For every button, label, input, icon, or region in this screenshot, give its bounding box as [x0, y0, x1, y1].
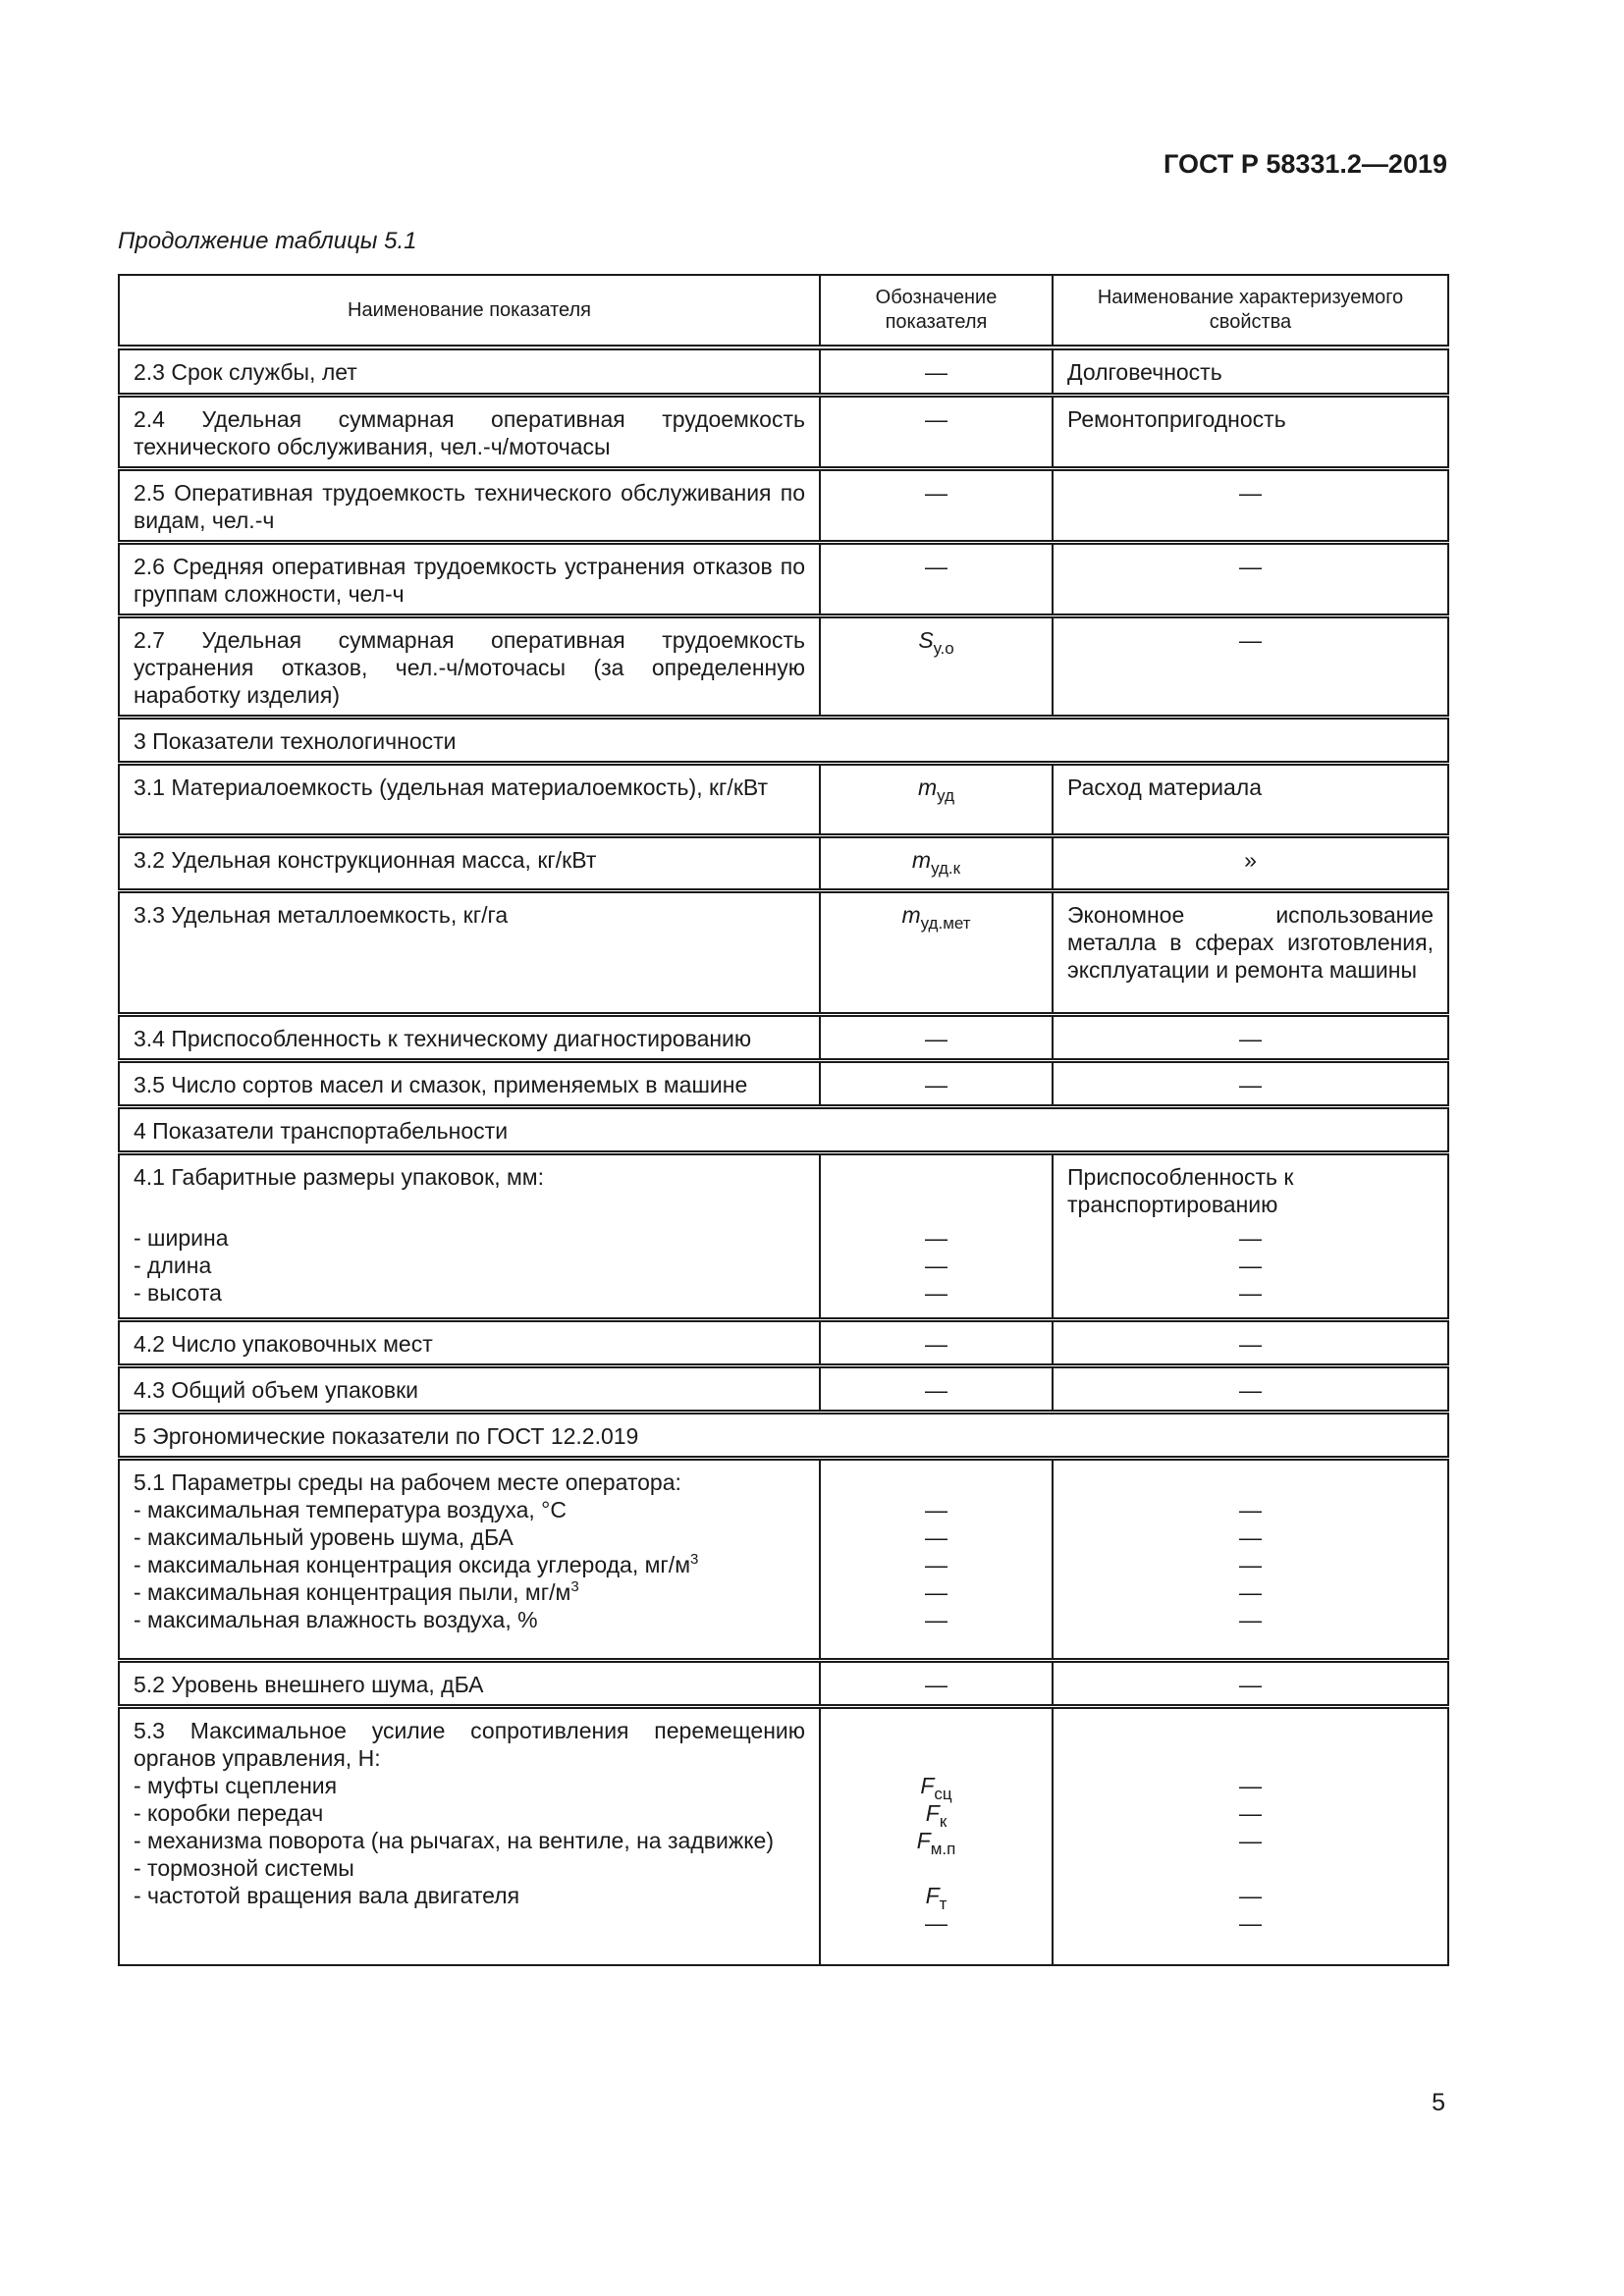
indicator-symbol: [911, 846, 961, 878]
table-row: [119, 1365, 1448, 1412]
symbol-letter: S: [918, 626, 934, 653]
table-row: [119, 542, 1448, 615]
column-header-property: Наименование характеризуемого свойства: [1053, 275, 1448, 347]
list-item-label: - максимальная влажность воздуха, %: [134, 1606, 538, 1632]
property-cell: [1053, 763, 1448, 835]
indicator-name-cell: [119, 763, 820, 835]
symbol-dash: —: [925, 1376, 947, 1403]
table-row: [119, 763, 1448, 835]
indicator-symbol-cell: [820, 1660, 1053, 1706]
indicator-name-cell: [119, 468, 820, 542]
property-text: »: [1244, 846, 1257, 873]
list-item: [134, 1799, 805, 1827]
symbol-dash: —: [925, 359, 947, 385]
list-item: [134, 1606, 805, 1633]
list-item: [134, 1279, 805, 1307]
symbol-dash: —: [925, 1252, 947, 1278]
superscript: 3: [570, 1577, 579, 1595]
indicator-name: 3.4 Приспособленность к техническому диагностированию: [134, 1025, 752, 1051]
indicator-name-cell: [119, 890, 820, 1014]
symbol-subscript: к: [939, 1811, 947, 1831]
property-cell: [1053, 1660, 1448, 1706]
property-dash: —: [1239, 1523, 1262, 1550]
property-cell: [1053, 1152, 1448, 1319]
symbol-letter: m: [917, 774, 938, 800]
list-item-label: - тормозной системы: [134, 1854, 354, 1881]
section-title: 5 Эргономические показатели по ГОСТ 12.2.019: [119, 1412, 1448, 1458]
property-dash: —: [1239, 1772, 1262, 1798]
indicator-symbol: [925, 1799, 947, 1831]
symbol-subscript: уд.к: [931, 858, 961, 878]
list-item-label: - максимальная концентрация пыли, мг/м: [134, 1578, 571, 1605]
indicator-name-cell: [119, 1014, 820, 1060]
list-item: [134, 1551, 805, 1578]
table-caption: Продолжение таблицы 5.1: [118, 228, 417, 254]
property-text: Экономное использование металла в сферах изготовления, эксплуатации и ремонта машины: [1067, 901, 1434, 983]
indicator-name: 3.5 Число сортов масел и смазок, применяемых в машине: [134, 1071, 748, 1097]
indicator-name: 5.1 Параметры среды на рабочем месте оператора:: [134, 1468, 681, 1495]
indicator-name: 4.1 Габаритные размеры упаковок, мм:: [134, 1163, 544, 1190]
indicator-name-cell: [119, 1706, 820, 1965]
property-dash: —: [1239, 1252, 1262, 1278]
indicator-symbol-cell: [820, 542, 1053, 615]
indicator-symbol-cell: [820, 1458, 1053, 1660]
property-text: —: [1239, 626, 1262, 653]
indicator-symbol-cell: [820, 615, 1053, 717]
list-item-label: - частотой вращения вала двигателя: [134, 1882, 520, 1908]
list-item-label: - длина: [134, 1252, 212, 1278]
property-text: —: [1239, 1330, 1262, 1357]
property-text: —: [1239, 1025, 1262, 1051]
table-row: [119, 890, 1448, 1014]
indicator-name: 5.3 Максимальное усилие сопротивления перемещению органов управления, Н:: [134, 1717, 805, 1771]
symbol-subscript: уд: [937, 785, 955, 805]
list-item-label: - коробки передач: [134, 1799, 324, 1826]
section-title: 3 Показатели технологичности: [119, 717, 1448, 763]
property-dash: —: [1239, 1799, 1262, 1826]
symbol-dash: —: [925, 1671, 947, 1697]
symbol-dash: —: [925, 405, 947, 432]
indicators-table: [118, 274, 1449, 1966]
indicator-name-cell: [119, 395, 820, 468]
property-cell: [1053, 1319, 1448, 1365]
table-row: [119, 1458, 1448, 1660]
indicator-symbol-cell: [820, 835, 1053, 890]
indicator-name-cell: [119, 542, 820, 615]
indicator-name-cell: [119, 615, 820, 717]
indicator-symbol-cell: [820, 347, 1053, 395]
indicator-symbol-cell: [820, 1365, 1053, 1412]
property-dash: —: [1239, 1578, 1262, 1605]
table-section-row: [119, 1106, 1448, 1152]
indicator-name: 3.2 Удельная конструкционная масса, кг/кВт: [134, 846, 597, 873]
column-header-name: Наименование показателя: [119, 275, 820, 347]
table-row: [119, 1014, 1448, 1060]
property-text: —: [1239, 553, 1262, 579]
superscript: 3: [690, 1550, 699, 1568]
property-dash: —: [1239, 1606, 1262, 1632]
list-item-label: - высота: [134, 1279, 222, 1306]
table-row: [119, 615, 1448, 717]
list-item: [134, 1578, 805, 1606]
property-text: —: [1239, 479, 1262, 506]
property-cell: [1053, 1706, 1448, 1965]
indicator-symbol-cell: [820, 890, 1053, 1014]
document-code: ГОСТ Р 58331.2—2019: [1164, 149, 1447, 179]
symbol-dash: —: [925, 1025, 947, 1051]
indicator-name: 3.3 Удельная металлоемкость, кг/га: [134, 901, 509, 928]
table-body: [119, 347, 1448, 1965]
table-row: [119, 1660, 1448, 1706]
property-text: Приспособленность к транспортированию: [1067, 1163, 1294, 1217]
indicator-name: 2.7 Удельная суммарная оперативная трудоемкость устранения отказов, чел.-ч/моточасы (за определенную наработку изделия): [134, 626, 805, 708]
indicator-name-cell: [119, 1458, 820, 1660]
indicator-symbol-cell: [820, 468, 1053, 542]
indicator-name-cell: [119, 1660, 820, 1706]
indicator-name-cell: [119, 1319, 820, 1365]
symbol-subscript: т: [939, 1894, 947, 1913]
table-row: [119, 1152, 1448, 1319]
property-dash: —: [1239, 1909, 1262, 1936]
property-cell: [1053, 468, 1448, 542]
property-cell: [1053, 890, 1448, 1014]
list-item: [134, 1772, 805, 1799]
property-cell: [1053, 1365, 1448, 1412]
symbol-dash: —: [925, 1330, 947, 1357]
indicator-name: 2.6 Средняя оперативная трудоемкость устранения отказов по группам сложности, чел-ч: [134, 553, 805, 607]
indicator-name-cell: [119, 347, 820, 395]
property-text: Долговечность: [1067, 359, 1222, 385]
property-cell: [1053, 835, 1448, 890]
list-item-label: - максимальная концентрация оксида углерода, мг/м: [134, 1551, 691, 1577]
symbol-letter: F: [925, 1799, 940, 1826]
table-row: [119, 1319, 1448, 1365]
symbol-subscript: сц: [934, 1784, 952, 1803]
list-item-label: - ширина: [134, 1224, 229, 1251]
symbol-dash: —: [925, 1606, 947, 1632]
property-text: —: [1239, 1071, 1262, 1097]
indicator-name: 2.5 Оперативная трудоемкость технического обслуживания по видам, чел.-ч: [134, 479, 805, 533]
table-row: [119, 395, 1448, 468]
symbol-subscript: уд.мет: [920, 913, 971, 933]
property-text: Расход материала: [1067, 774, 1263, 800]
indicator-name-cell: [119, 1060, 820, 1106]
list-item: [134, 1854, 805, 1882]
indicator-symbol-cell: [820, 1706, 1053, 1965]
page-number: 5: [1432, 2089, 1445, 2116]
symbol-letter: m: [911, 846, 932, 873]
symbol-dash: —: [925, 553, 947, 579]
symbol-letter: F: [920, 1772, 935, 1798]
symbol-dash: —: [925, 1551, 947, 1577]
property-cell: [1053, 1458, 1448, 1660]
table-row: [119, 835, 1448, 890]
indicator-symbol-cell: [820, 763, 1053, 835]
indicator-name: 4.2 Число упаковочных мест: [134, 1330, 433, 1357]
symbol-letter: F: [916, 1827, 931, 1853]
indicator-symbol: [901, 901, 971, 933]
symbol-dash: —: [925, 1071, 947, 1097]
indicator-symbol-cell: [820, 1014, 1053, 1060]
list-item: [134, 1496, 805, 1523]
property-cell: [1053, 395, 1448, 468]
property-dash: —: [1239, 1551, 1262, 1577]
indicator-symbol: [925, 1882, 947, 1913]
indicator-name: 4.3 Общий объем упаковки: [134, 1376, 418, 1403]
indicator-symbol-cell: [820, 395, 1053, 468]
list-item: [134, 1523, 805, 1551]
table-section-row: [119, 717, 1448, 763]
property-dash: —: [1239, 1882, 1262, 1908]
property-text: Ремонтопригодность: [1067, 405, 1286, 432]
indicator-name: 5.2 Уровень внешнего шума, дБА: [134, 1671, 484, 1697]
table-row: [119, 1060, 1448, 1106]
property-cell: [1053, 1060, 1448, 1106]
list-item: [134, 1827, 805, 1854]
symbol-dash: —: [925, 1909, 947, 1936]
property-dash: —: [1239, 1279, 1262, 1306]
table-section-row: [119, 1412, 1448, 1458]
indicator-name: 2.4 Удельная суммарная оперативная трудоемкость технического обслуживания, чел.-ч/моточасы: [134, 405, 805, 459]
symbol-subscript: у.о: [933, 638, 954, 658]
property-cell: [1053, 1014, 1448, 1060]
table-row: [119, 347, 1448, 395]
property-dash: —: [1239, 1827, 1262, 1853]
symbol-dash: —: [925, 1578, 947, 1605]
symbol-dash: —: [925, 1523, 947, 1550]
symbol-dash: —: [925, 1279, 947, 1306]
list-item-label: - максимальный уровень шума, дБА: [134, 1523, 514, 1550]
property-text: —: [1239, 1376, 1262, 1403]
table-row: [119, 468, 1448, 542]
indicator-name-cell: [119, 1365, 820, 1412]
symbol-dash: —: [925, 1224, 947, 1251]
indicator-symbol: [920, 1772, 952, 1803]
list-item-label: - механизма поворота (на рычагах, на вентиле, на задвижке): [134, 1827, 774, 1853]
property-cell: [1053, 542, 1448, 615]
indicator-name: 2.3 Срок службы, лет: [134, 359, 357, 385]
symbol-dash: —: [925, 479, 947, 506]
symbol-dash: —: [925, 1496, 947, 1522]
table-row: [119, 1706, 1448, 1965]
symbol-letter: m: [901, 901, 921, 928]
section-title: 4 Показатели транспортабельности: [119, 1106, 1448, 1152]
list-item: [134, 1252, 805, 1279]
list-item: [134, 1224, 805, 1252]
indicator-symbol: [916, 1827, 956, 1858]
property-cell: [1053, 347, 1448, 395]
indicator-name: 3.1 Материалоемкость (удельная материалоемкость), кг/кВт: [134, 774, 768, 800]
indicator-symbol-cell: [820, 1319, 1053, 1365]
list-item-label: - муфты сцепления: [134, 1772, 338, 1798]
list-item-label: - максимальная температура воздуха, °С: [134, 1496, 567, 1522]
property-text: —: [1239, 1671, 1262, 1697]
property-dash: —: [1239, 1496, 1262, 1522]
property-cell: [1053, 615, 1448, 717]
table-header-row: [119, 275, 1448, 347]
indicator-name-cell: [119, 1152, 820, 1319]
property-dash: —: [1239, 1224, 1262, 1251]
indicator-symbol-cell: [820, 1152, 1053, 1319]
indicator-symbol: [917, 774, 955, 805]
list-item: [134, 1882, 805, 1909]
indicator-symbol: [918, 626, 954, 658]
column-header-symbol: Обозначение показателя: [820, 275, 1053, 347]
indicator-symbol-cell: [820, 1060, 1053, 1106]
symbol-subscript: м.п: [930, 1839, 956, 1858]
symbol-letter: F: [925, 1882, 940, 1908]
indicator-name-cell: [119, 835, 820, 890]
